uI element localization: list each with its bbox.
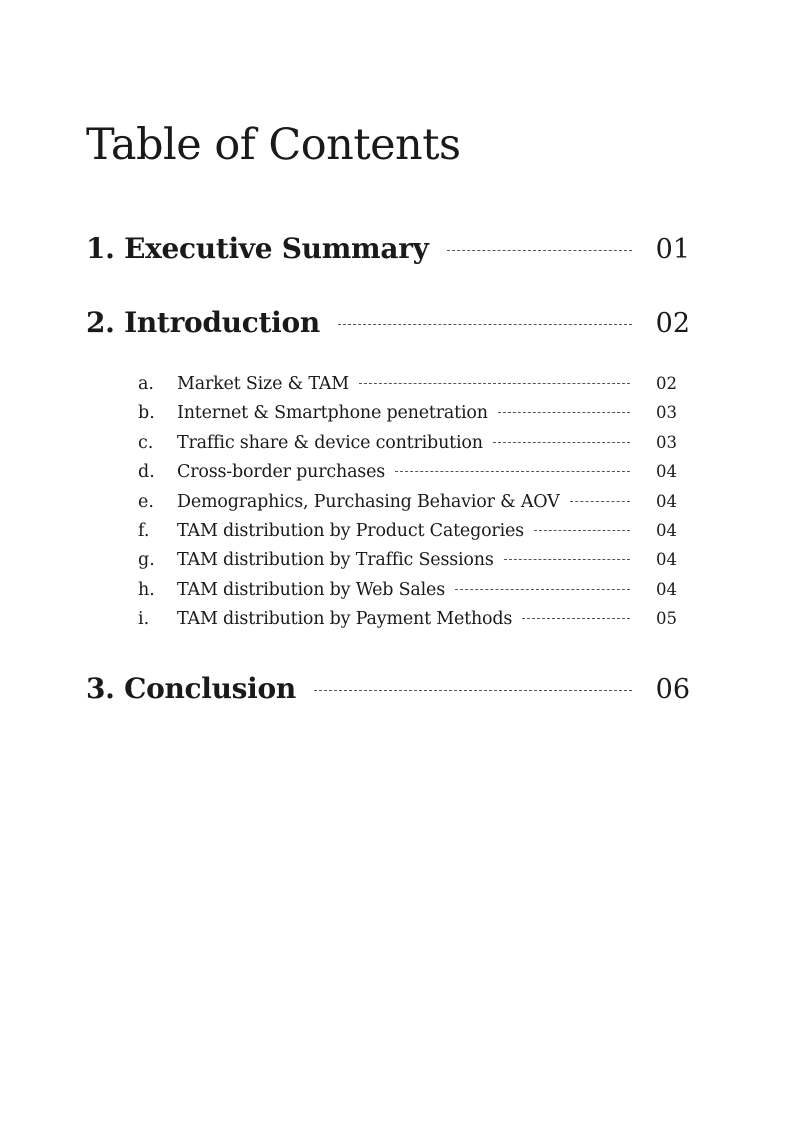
toc-subentry-cross-border[interactable] xyxy=(138,462,676,491)
subentry-letter: d. xyxy=(138,462,155,483)
dotted-leader xyxy=(455,589,630,590)
subentry-letter: i. xyxy=(138,609,150,630)
subentry-label: TAM distribution by Web Sales xyxy=(177,579,445,600)
toc-subentry-market-size[interactable] xyxy=(138,374,676,403)
subentry-page-number: 05 xyxy=(656,609,677,629)
toc-entry-label: 2. Introduction xyxy=(86,306,320,339)
subentry-page-number: 04 xyxy=(656,491,677,511)
introduction-subsections xyxy=(138,374,676,639)
subentry-letter: g. xyxy=(138,550,155,571)
subentry-label: TAM distribution by Payment Methods xyxy=(177,609,513,630)
subentry-label: TAM distribution by Traffic Sessions xyxy=(177,550,494,571)
toc-subentry-internet-smartphone[interactable] xyxy=(138,403,676,432)
subentry-page-number: 03 xyxy=(656,403,677,423)
subentry-label: Traffic share & device contribution xyxy=(177,432,483,453)
subentry-page-number: 04 xyxy=(656,579,677,599)
subentry-label: Demographics, Purchasing Behavior & AOV xyxy=(177,491,560,512)
subentry-label: Market Size & TAM xyxy=(177,374,350,394)
dotted-leader xyxy=(522,618,630,619)
toc-subentry-demographics[interactable] xyxy=(138,492,676,521)
dotted-leader xyxy=(447,250,632,251)
dotted-leader xyxy=(314,690,632,691)
subentry-letter: b. xyxy=(138,403,155,424)
toc-page-number: 06 xyxy=(655,674,690,705)
subentry-page-number: 02 xyxy=(656,374,677,393)
subentry-letter: h. xyxy=(138,579,155,600)
subentry-label: Internet & Smartphone penetration xyxy=(177,403,488,424)
dotted-leader xyxy=(534,530,630,531)
subentry-letter: f. xyxy=(138,520,150,541)
toc-entry-introduction[interactable] xyxy=(86,306,690,339)
toc-entry-label: 1. Executive Summary xyxy=(86,232,429,265)
dotted-leader xyxy=(498,412,630,413)
dotted-leader xyxy=(395,471,630,472)
subentry-letter: c. xyxy=(138,432,154,453)
dotted-leader xyxy=(570,501,630,502)
subentry-letter: e. xyxy=(138,491,154,512)
subentry-page-number: 04 xyxy=(656,520,677,540)
dotted-leader xyxy=(493,442,630,443)
dotted-leader xyxy=(359,383,630,384)
subentry-label: Cross-border purchases xyxy=(177,462,386,483)
subentry-label: TAM distribution by Product Categories xyxy=(177,520,524,541)
toc-page-number: 02 xyxy=(655,308,690,339)
dotted-leader xyxy=(504,559,630,560)
dotted-leader xyxy=(338,324,632,325)
subentry-page-number: 04 xyxy=(656,550,677,570)
subentry-page-number: 03 xyxy=(656,432,677,452)
toc-subentry-web-sales[interactable] xyxy=(138,580,676,609)
toc-subentry-payment-methods[interactable] xyxy=(138,609,676,638)
subentry-page-number: 04 xyxy=(656,462,677,482)
toc-subentry-product-categories[interactable] xyxy=(138,521,676,550)
subentry-letter: a. xyxy=(138,374,154,394)
toc-entry-executive-summary[interactable] xyxy=(86,232,690,265)
page-title: Table of Contents xyxy=(86,120,461,170)
toc-page-number: 01 xyxy=(655,234,690,265)
toc-subentry-traffic-share[interactable] xyxy=(138,433,676,462)
toc-subentry-traffic-sessions[interactable] xyxy=(138,550,676,579)
toc-entry-conclusion[interactable] xyxy=(86,672,690,705)
toc-entry-label: 3. Conclusion xyxy=(86,672,296,705)
